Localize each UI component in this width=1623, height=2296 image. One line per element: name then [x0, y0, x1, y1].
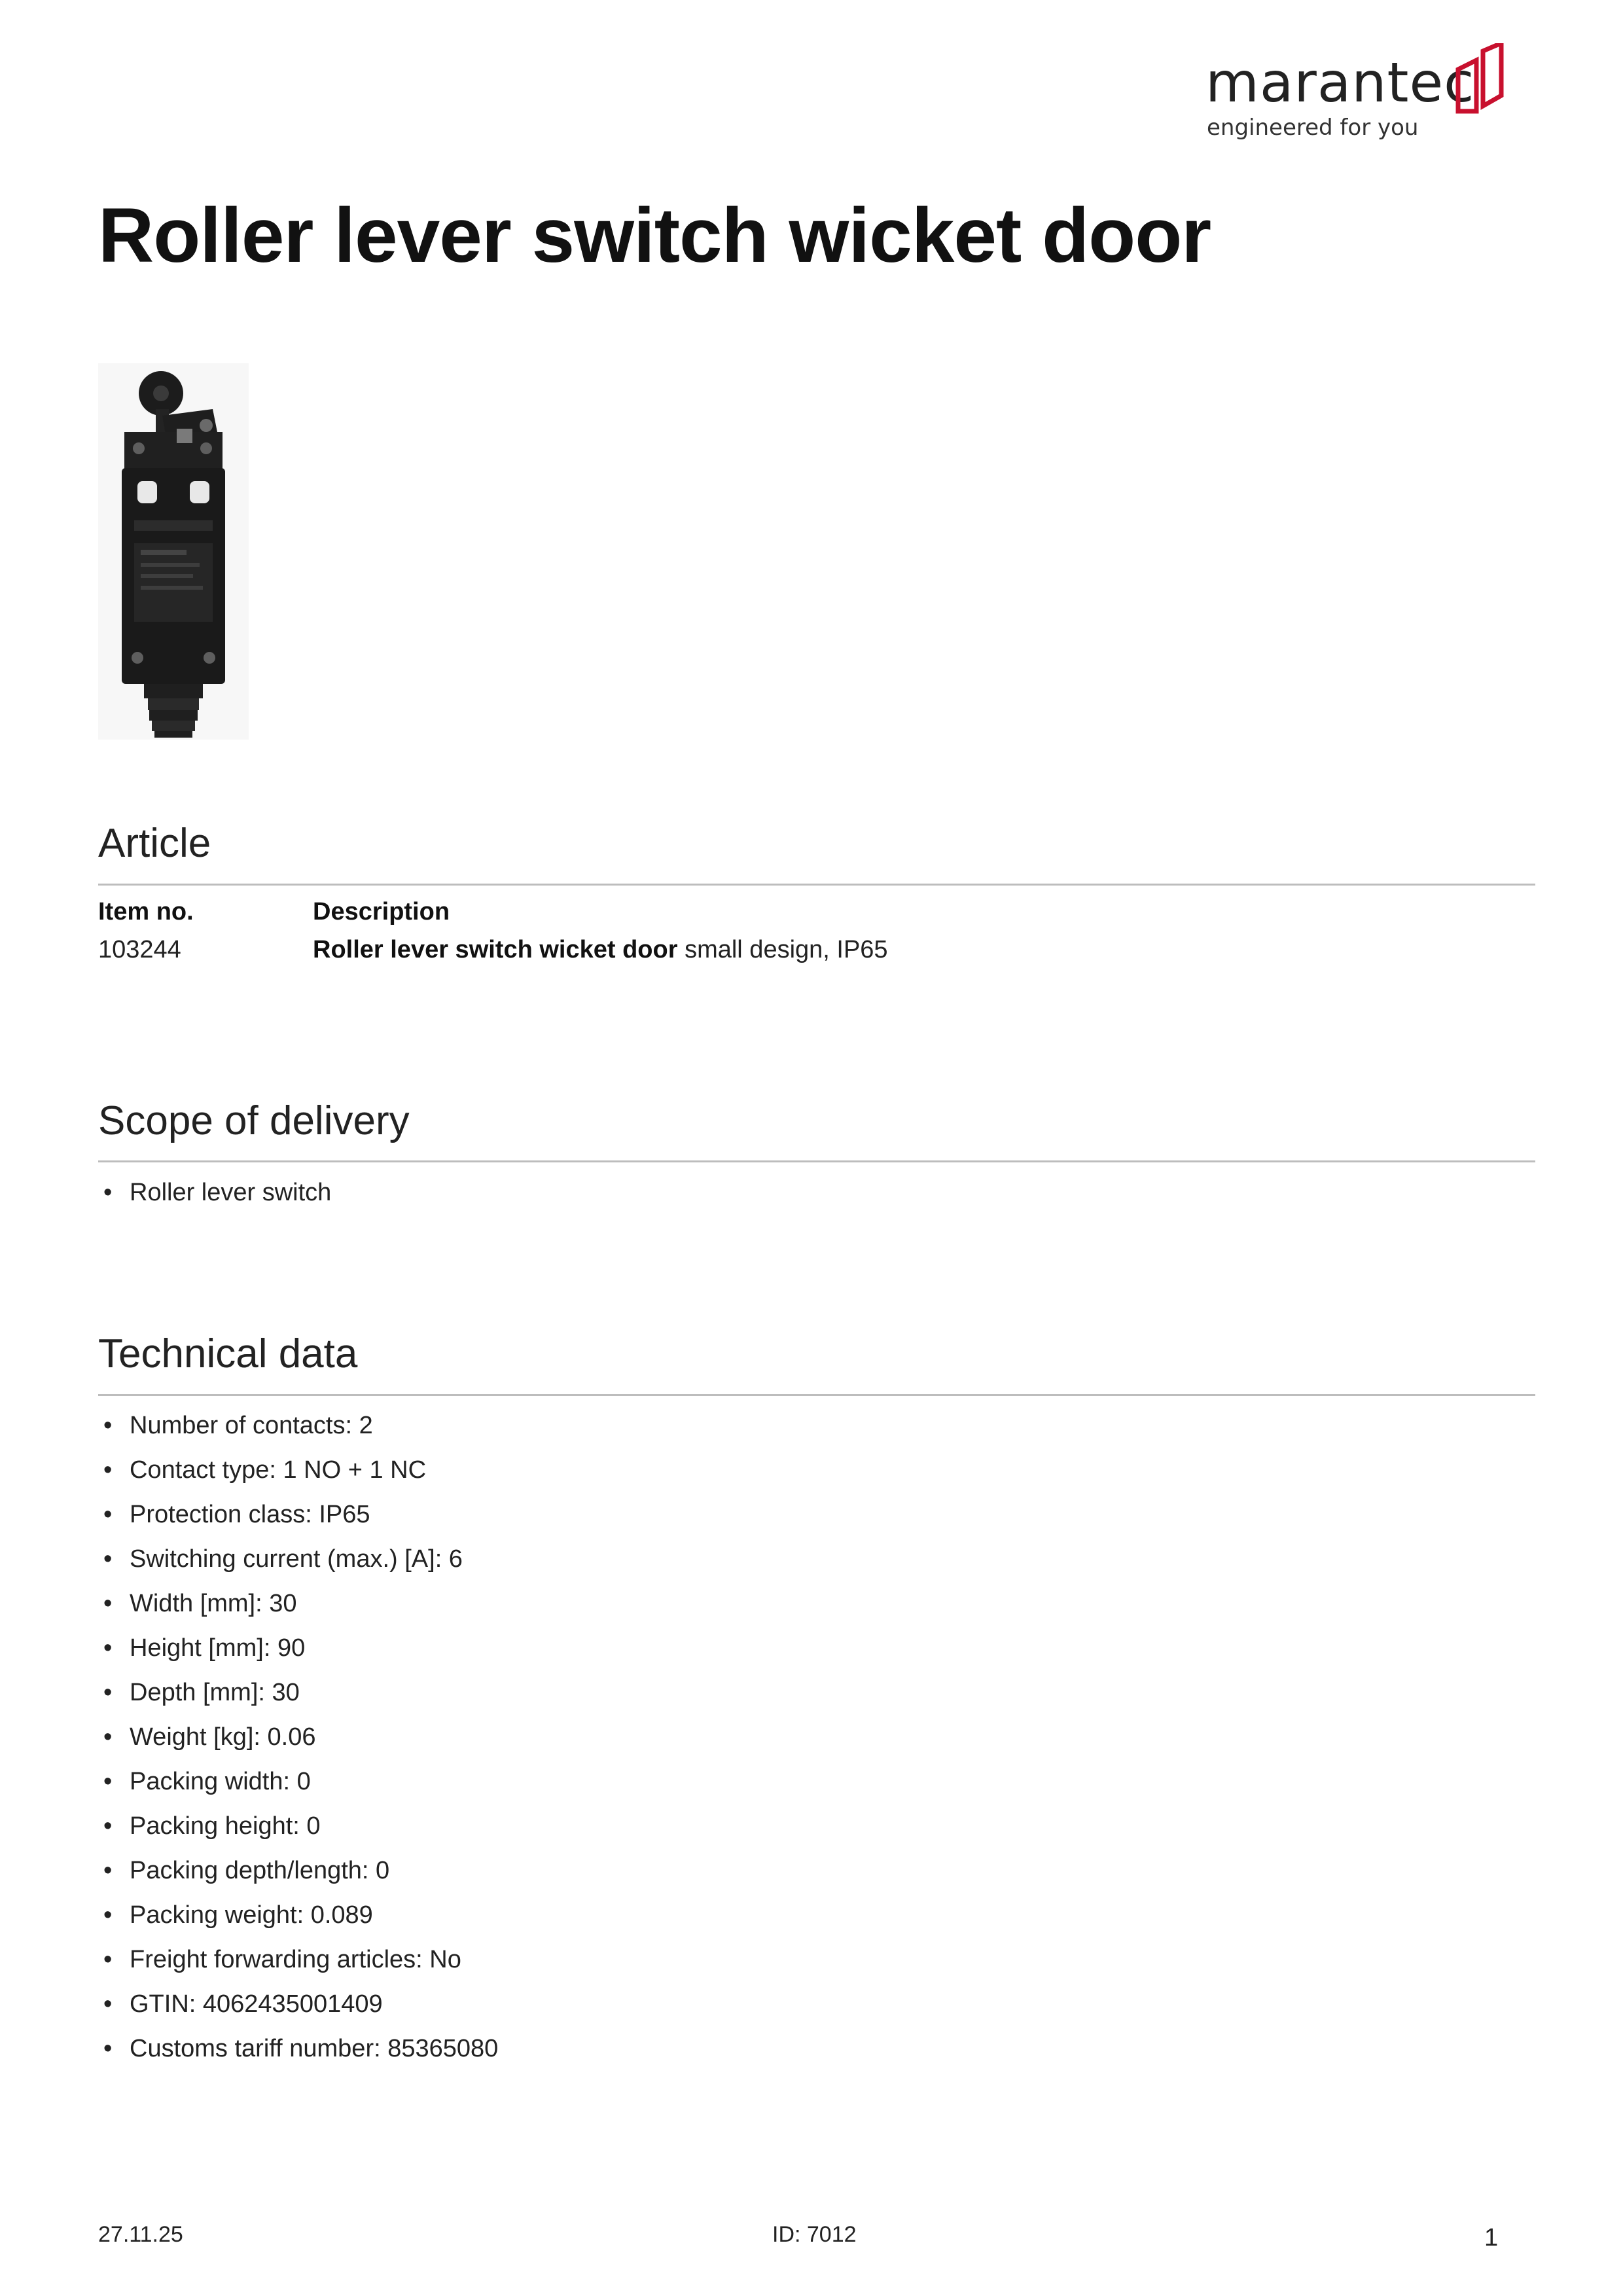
scope-divider — [98, 1160, 1535, 1162]
footer-date: 27.11.25 — [98, 2222, 183, 2247]
list-item: • Packing weight: 0.089 — [103, 1901, 373, 1929]
logo-wordmark: marantec — [1205, 50, 1475, 115]
description-bold: Roller lever switch wicket door — [313, 936, 678, 963]
page-title: Roller lever switch wicket door — [98, 192, 1211, 279]
list-item: • Roller lever switch — [103, 1179, 332, 1206]
list-item: • Packing depth/length: 0 — [103, 1857, 390, 1884]
list-item: • Height [mm]: 90 — [103, 1634, 306, 1662]
item-no-header: Item no. — [98, 898, 194, 925]
product-image — [98, 363, 249, 740]
technical-divider — [98, 1394, 1535, 1396]
article-divider — [98, 884, 1535, 886]
marantec-logo — [1205, 43, 1507, 148]
list-item: • Packing height: 0 — [103, 1812, 321, 1840]
description-value — [313, 936, 888, 964]
list-item: • Protection class: IP65 — [103, 1501, 370, 1528]
list-item: • Depth [mm]: 30 — [103, 1679, 300, 1706]
scope-list — [98, 1170, 331, 1215]
list-item: • GTIN: 4062435001409 — [103, 1990, 383, 2018]
list-item: • Customs tariff number: 85365080 — [103, 2035, 499, 2062]
description-header: Description — [313, 898, 450, 925]
technical-list — [98, 1403, 498, 2071]
item-no-value: 103244 — [98, 936, 181, 963]
technical-heading: Technical data — [98, 1331, 358, 1376]
list-item: • Switching current (max.) [A]: 6 — [103, 1545, 463, 1573]
article-heading: Article — [98, 821, 211, 866]
list-item: • Width [mm]: 30 — [103, 1590, 297, 1617]
list-item: • Number of contacts: 2 — [103, 1412, 373, 1439]
list-item: • Freight forwarding articles: No — [103, 1946, 461, 1973]
list-item: • Weight [kg]: 0.06 — [103, 1723, 316, 1751]
list-item: • Contact type: 1 NO + 1 NC — [103, 1456, 427, 1484]
description-rest: small design, IP65 — [677, 936, 888, 963]
page-number: 1 — [1484, 2224, 1499, 2251]
list-item: • Packing width: 0 — [103, 1768, 311, 1795]
footer-id: ID: 7012 — [772, 2222, 857, 2247]
logo-mark-icon — [1454, 43, 1507, 115]
scope-heading: Scope of delivery — [98, 1098, 410, 1143]
logo-tagline: engineered for you — [1207, 115, 1419, 141]
